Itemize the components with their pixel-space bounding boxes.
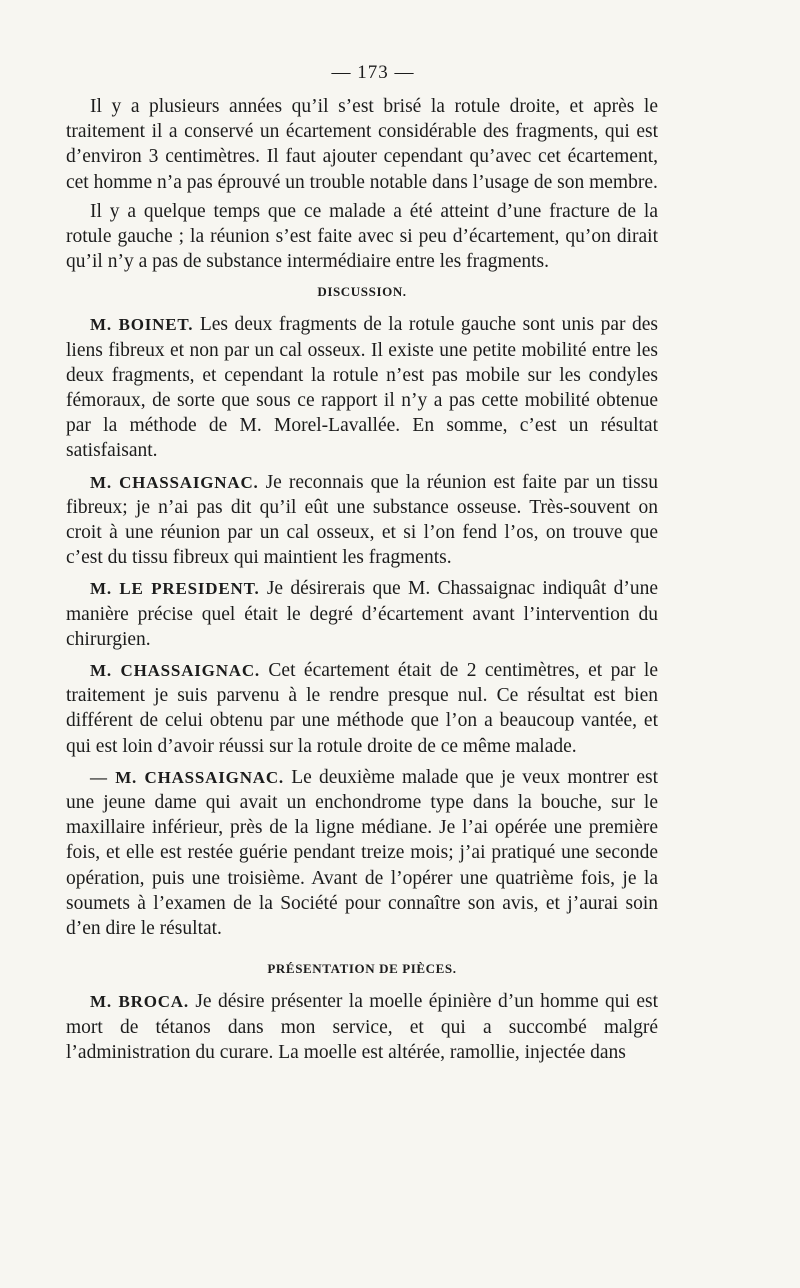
discussion-paragraph-chassaignac-2 (66, 658, 658, 759)
speaker-name: M. LE PRESIDENT. (90, 579, 260, 599)
speaker-name: — M. CHASSAIGNAC. (90, 767, 284, 787)
speaker-name: M. CHASSAIGNAC. (90, 472, 259, 492)
section-heading-discussion: DISCUSSION. (317, 284, 407, 300)
speaker-name: M. CHASSAIGNAC. (90, 661, 260, 681)
speaker-name: M. BOINET. (90, 315, 194, 335)
discussion-paragraph-boinet (66, 312, 658, 463)
intro-paragraph-2: Il y a quelque temps que ce malade a été atteint d’une fracture de la rotule gauche ; la réunion s’est faite avec si peu d’écartement, qu’on dirait qu’il n’y a pas de substance intermédiaire entre les fragments. (66, 200, 658, 273)
speech-text: Le deuxième malade que je veux montrer est une jeune dame qui avait un enchondrome type dans la bouche, sur le maxillaire inférieur, près de la ligne médiane. Je l’ai opérée une première fois, et elle est restée guérie pendant treize mois; j’ai pratiqué une seconde opération, puis une troisième. Avant de l’opérer une quatrième fois, je la soumets à l’examen de la Société pour connaître son avis, et j’aurai soin d’en dire le résultat. (66, 766, 658, 940)
speech-text: Les deux fragments de la rotule gauche sont unis par des liens fibreux et non par un cal osseux. Il existe une petite mobilité entre les deux fragments, et cependant la rotule n’est pas mobile sur les condyles fémoraux, de sorte que sous ce rapport il n’y a pas cette mobilité obtenue par la méthode de M. Morel-Lavallée. En somme, c’est un résultat satisfaisant. (66, 314, 658, 462)
speaker-name: M. BROCA. (90, 992, 189, 1012)
intro-paragraph-1: Il y a plusieurs années qu’il s’est brisé la rotule droite, et après le traitement il a conservé un écartement considérable des fragments, qui est d’environ 3 centimètres. Il faut ajouter cependant qu’avec cet écartement, cet homme n’a pas éprouvé un trouble notable dans l’usage de son membre. (66, 96, 658, 193)
presentation-paragraph-broca (66, 989, 658, 1065)
speech-text: Je désirerais que M. Chassaignac indiquât d’une manière précise quel était le degré d’écartement avant l’intervention du chirurgien. (66, 578, 658, 650)
discussion-paragraph-chassaignac-3 (66, 765, 658, 941)
speech-text: Cet écartement était de 2 centimètres, et par le traitement je suis parvenu à le rendre presque nul. Ce résultat est bien différent de celui obtenu par une méthode que l’on a beaucoup vantée, et qui est loin d’avoir réussi sur la rotule droite de ce même malade. (66, 660, 658, 757)
document-page (66, 62, 658, 1065)
speech-text: Je reconnais que la réunion est faite par un tissu fibreux; je n’ai pas dit qu’il eût une substance osseuse. Très-souvent on croit à une réunion par un cal osseux, et si l’on fend l’os, on trouve que c’est du tissu fibreux qui maintient les fragments. (66, 471, 658, 569)
section-heading-presentation: PRÉSENTATION DE PIÈCES. (267, 961, 457, 977)
discussion-paragraph-president (66, 576, 658, 652)
page-number: — 173 — (331, 62, 415, 83)
speech-text: Je désire présenter la moelle épinière d’un homme qui est mort de tétanos dans mon service, et qui a succombé malgré l’administration du curare. La moelle est altérée, ramollie, injectée dans (66, 991, 658, 1063)
discussion-paragraph-chassaignac-1 (66, 470, 658, 571)
